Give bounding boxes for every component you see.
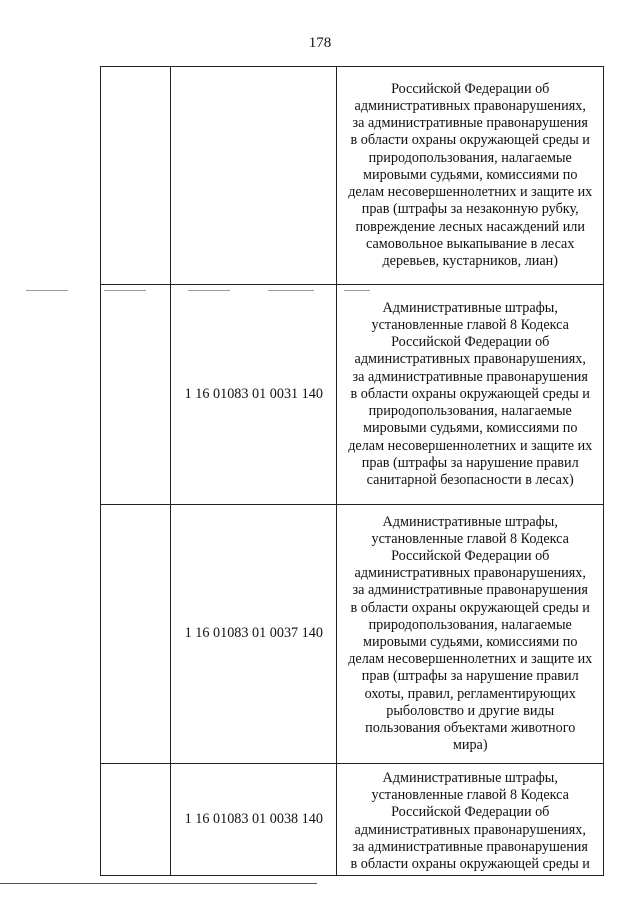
description-line: мировыми судьями, комиссиями по bbox=[363, 420, 578, 437]
page-number: 178 bbox=[308, 35, 332, 51]
description-cell bbox=[337, 67, 604, 285]
description-line: мира) bbox=[452, 737, 488, 754]
number-cell bbox=[101, 505, 171, 764]
table-row bbox=[101, 67, 604, 285]
description-line: охоты, правил, регламентирующих bbox=[364, 685, 576, 702]
table-row bbox=[101, 505, 604, 764]
footer-rule bbox=[0, 883, 317, 884]
number-cell bbox=[101, 67, 171, 285]
description-line: административных правонарушениях, bbox=[354, 351, 586, 368]
description-cell bbox=[337, 505, 604, 764]
number-cell bbox=[101, 764, 171, 876]
code-cell: 1 16 01083 01 0038 140 bbox=[171, 764, 337, 876]
description-line: природопользования, налагаемые bbox=[368, 403, 572, 420]
description-line: Российской Федерации об bbox=[391, 804, 550, 821]
description-cell bbox=[337, 764, 604, 876]
description-line: за административные правонарушения bbox=[352, 115, 588, 132]
number-cell bbox=[101, 285, 171, 505]
table-row bbox=[101, 285, 604, 505]
description-line: прав (штрафы за нарушение правил bbox=[361, 454, 579, 471]
table-row bbox=[101, 764, 604, 876]
description-line: Российской Федерации об bbox=[391, 334, 550, 351]
description-line: Российской Федерации об bbox=[391, 547, 550, 564]
description-line: природопользования, налагаемые bbox=[368, 616, 572, 633]
description-line: административных правонарушениях, bbox=[354, 565, 586, 582]
description-line: в области охраны окружающей среды и bbox=[350, 856, 590, 873]
description-line: санитарной безопасности в лесах) bbox=[366, 471, 574, 488]
description-line: природопользования, налагаемые bbox=[368, 149, 572, 166]
description-line: Российской Федерации об bbox=[391, 80, 550, 97]
description-line: пользования объектами животного bbox=[365, 720, 576, 737]
code-cell: 1 16 01083 01 0037 140 bbox=[171, 505, 337, 764]
description-line: административных правонарушениях, bbox=[354, 821, 586, 838]
budget-codes-table bbox=[100, 66, 604, 876]
description-line: деревьев, кустарников, лиан) bbox=[382, 252, 558, 269]
description-line: Административные штрафы, bbox=[382, 770, 558, 786]
description-line: установленные главой 8 Кодекса bbox=[371, 530, 569, 547]
code-cell bbox=[171, 67, 337, 285]
description-line: прав (штрафы за нарушение правил bbox=[361, 668, 579, 685]
description-line: мировыми судьями, комиссиями по bbox=[363, 166, 578, 183]
description-line: делам несовершеннолетних и защите их bbox=[348, 184, 593, 201]
description-line: установленные главой 8 Кодекса bbox=[371, 317, 569, 334]
description-line: прав (штрафы за незаконную рубку, bbox=[361, 201, 579, 218]
description-line: за административные правонарушения bbox=[352, 582, 588, 599]
description-line: самовольное выкапывание в лесах bbox=[366, 235, 575, 252]
description-line: рыболовство и другие виды bbox=[386, 702, 555, 719]
description-line: в области охраны окружающей среды и bbox=[350, 385, 590, 402]
description-cell bbox=[337, 285, 604, 505]
description-line: делам несовершеннолетних и защите их bbox=[348, 651, 593, 668]
description-line: делам несовершеннолетних и защите их bbox=[348, 437, 593, 454]
description-line: в области охраны окружающей среды и bbox=[350, 599, 590, 616]
description-line: установленные главой 8 Кодекса bbox=[371, 787, 569, 804]
description-line: за административные правонарушения bbox=[352, 838, 588, 855]
code-cell: 1 16 01083 01 0031 140 bbox=[171, 285, 337, 505]
description-line: в области охраны окружающей среды и bbox=[350, 132, 590, 149]
scan-artifact-line bbox=[26, 290, 68, 291]
description-line: административных правонарушениях, bbox=[354, 98, 586, 115]
description-line: Административные штрафы, bbox=[382, 299, 558, 316]
description-line: мировыми судьями, комиссиями по bbox=[363, 634, 578, 650]
description-line: за административные правонарушения bbox=[352, 368, 588, 385]
description-line: повреждение лесных насаждений или bbox=[355, 218, 585, 235]
description-line: Административные штрафы, bbox=[382, 513, 558, 530]
